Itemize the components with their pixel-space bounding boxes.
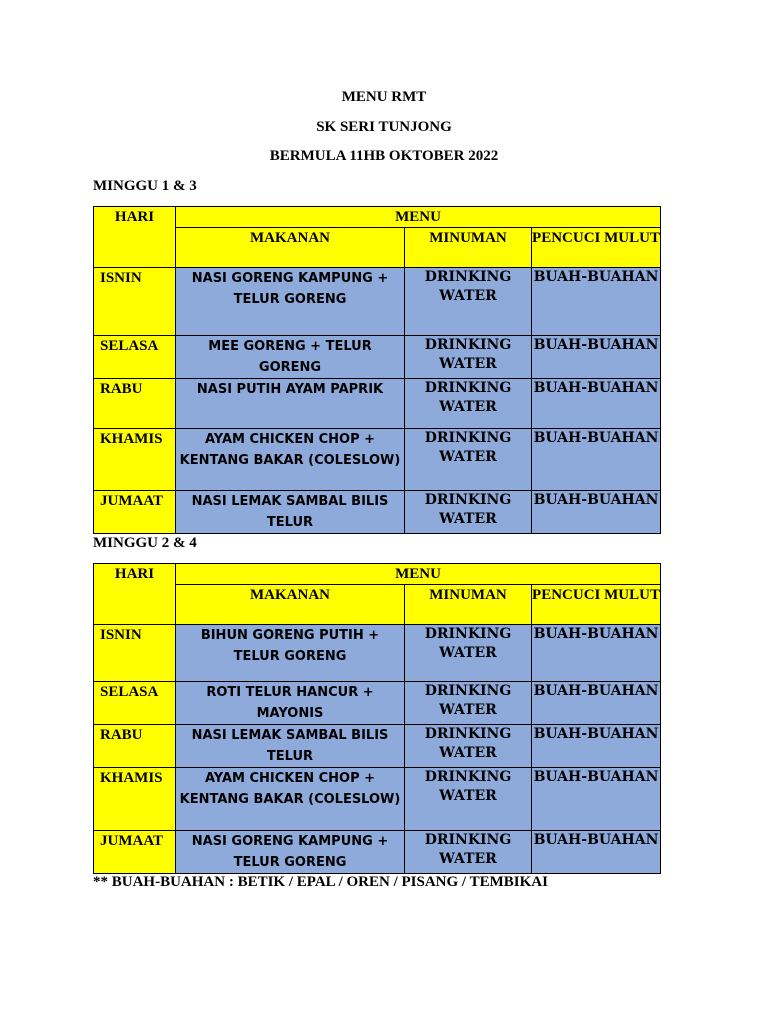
table-row (94, 491, 661, 534)
drink-cell: DRINKING WATER (405, 379, 532, 429)
day-cell: KHAMIS (94, 768, 176, 831)
day-cell: ISNIN (94, 268, 176, 336)
fruit-cell: BUAH-BUAHAN (532, 268, 661, 336)
header-menu: MENU (176, 564, 661, 585)
table-row (94, 768, 661, 831)
header-minuman: MINUMAN (405, 585, 532, 625)
table-row (94, 379, 661, 429)
week-2-4-label: MINGGU 2 & 4 (93, 535, 197, 551)
header-hari: HARI (94, 207, 176, 268)
header-pencuci-mulut: PENCUCI MULUT (532, 585, 661, 625)
food-cell: NASI LEMAK SAMBAL BILIS TELUR (176, 725, 405, 768)
fruit-cell: BUAH-BUAHAN (532, 491, 661, 534)
header-minuman: MINUMAN (405, 228, 532, 268)
day-cell: ISNIN (94, 625, 176, 682)
fruit-footnote: ** BUAH-BUAHAN : BETIK / EPAL / OREN / PISANG / TEMBIKAI (93, 874, 548, 890)
table-row (94, 268, 661, 336)
fruit-cell: BUAH-BUAHAN (532, 429, 661, 491)
header-makanan: MAKANAN (176, 585, 405, 625)
food-cell: MEE GORENG + TELUR GORENG (176, 336, 405, 379)
fruit-cell: BUAH-BUAHAN (532, 682, 661, 725)
drink-cell: DRINKING WATER (405, 268, 532, 336)
school-name: SK SERI TUNJONG (316, 119, 452, 135)
table-row (94, 429, 661, 491)
day-cell: SELASA (94, 336, 176, 379)
fruit-cell: BUAH-BUAHAN (532, 336, 661, 379)
fruit-cell: BUAH-BUAHAN (532, 379, 661, 429)
fruit-cell: BUAH-BUAHAN (532, 625, 661, 682)
food-cell: NASI PUTIH AYAM PAPRIK (176, 379, 405, 429)
drink-cell: DRINKING WATER (405, 336, 532, 379)
table-row (94, 682, 661, 725)
document-title: MENU RMT (341, 89, 427, 105)
food-cell: AYAM CHICKEN CHOP + KENTANG BAKAR (COLESLOW) (176, 429, 405, 491)
menu-table-week-1-3 (93, 206, 661, 534)
menu-table-week-2-4 (93, 563, 661, 874)
header-pencuci-mulut: PENCUCI MULUT (532, 228, 661, 268)
food-cell: AYAM CHICKEN CHOP + KENTANG BAKAR (COLESLOW) (176, 768, 405, 831)
food-cell: NASI GORENG KAMPUNG + TELUR GORENG (176, 268, 405, 336)
drink-cell: DRINKING WATER (405, 491, 532, 534)
day-cell: RABU (94, 379, 176, 429)
drink-cell: DRINKING WATER (405, 725, 532, 768)
fruit-cell: BUAH-BUAHAN (532, 831, 661, 874)
day-cell: JUMAAT (94, 491, 176, 534)
table-row (94, 725, 661, 768)
week-1-3-label: MINGGU 1 & 3 (93, 178, 197, 194)
table-row (94, 336, 661, 379)
table-row (94, 625, 661, 682)
drink-cell: DRINKING WATER (405, 768, 532, 831)
table-row (94, 831, 661, 874)
drink-cell: DRINKING WATER (405, 831, 532, 874)
drink-cell: DRINKING WATER (405, 625, 532, 682)
drink-cell: DRINKING WATER (405, 682, 532, 725)
drink-cell: DRINKING WATER (405, 429, 532, 491)
day-cell: RABU (94, 725, 176, 768)
day-cell: JUMAAT (94, 831, 176, 874)
start-date: BERMULA 11HB OKTOBER 2022 (269, 148, 499, 164)
fruit-cell: BUAH-BUAHAN (532, 768, 661, 831)
header-makanan: MAKANAN (176, 228, 405, 268)
header-hari: HARI (94, 564, 176, 625)
food-cell: NASI LEMAK SAMBAL BILIS TELUR (176, 491, 405, 534)
food-cell: BIHUN GORENG PUTIH + TELUR GORENG (176, 625, 405, 682)
food-cell: NASI GORENG KAMPUNG + TELUR GORENG (176, 831, 405, 874)
fruit-cell: BUAH-BUAHAN (532, 725, 661, 768)
day-cell: KHAMIS (94, 429, 176, 491)
day-cell: SELASA (94, 682, 176, 725)
header-menu: MENU (176, 207, 661, 228)
food-cell: ROTI TELUR HANCUR + MAYONIS (176, 682, 405, 725)
